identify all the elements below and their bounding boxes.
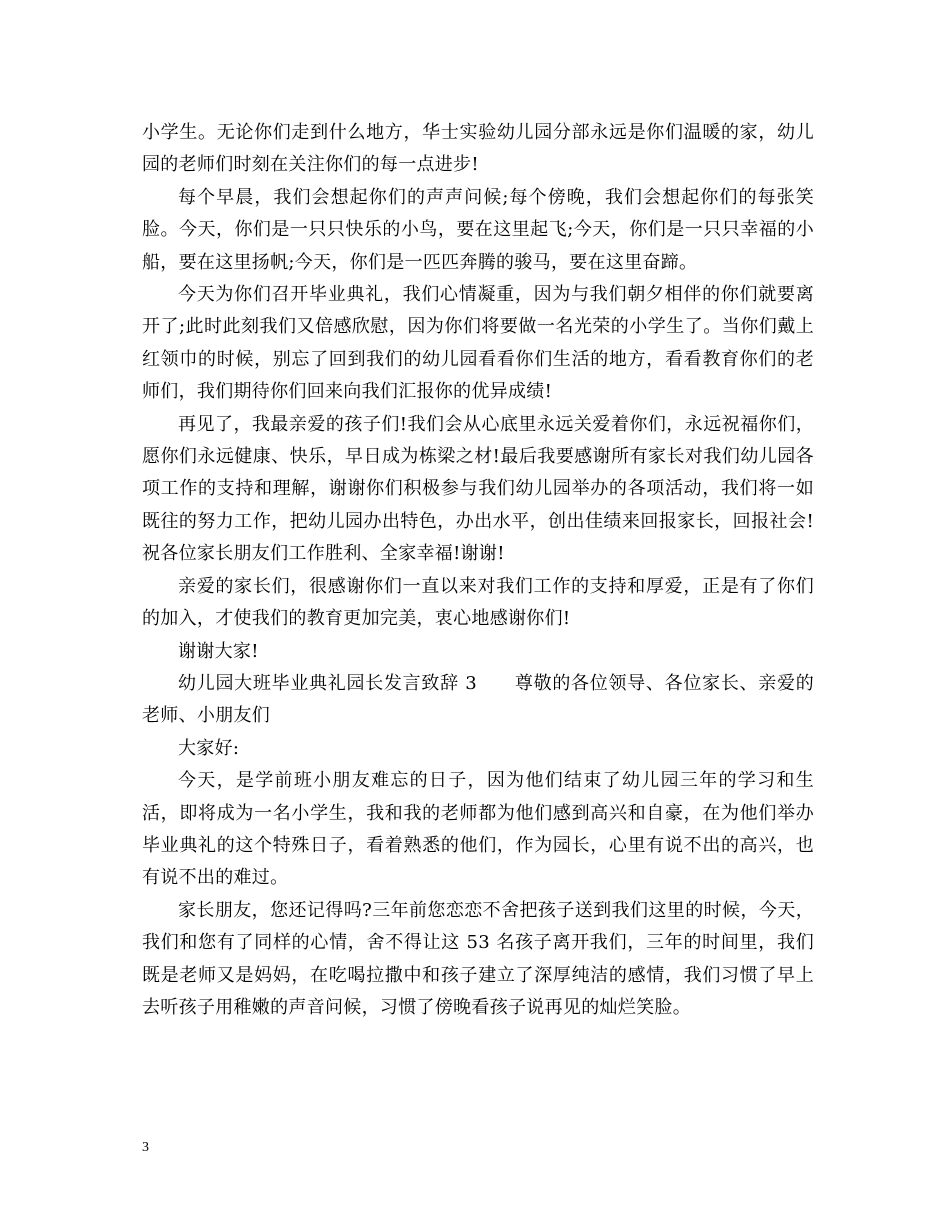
paragraph-8: 大家好:: [178, 737, 240, 759]
paragraph-10: 家长朋友，您还记得吗?三年前您恋恋不舍把孩子送到我们这里的时候，今天，我们和您有了同样的心情，舍不得让这 53 名孩子离开我们，三年的时间里，我们既是老师又是妈妈，在吃喝拉撒中和孩子建立了深厚纯洁的感情，我们习惯了早上去听孩子用稚嫩的声音问候，习惯了傍晚看孩子说再见的灿烂笑脸。: [142, 899, 814, 1018]
document-body: [142, 117, 814, 1024]
paragraph-4: 再见了，我最亲爱的孩子们!我们会从心底里永远关爱着你们，永远祝福你们，愿你们永远健康、快乐，早日成为栋梁之材!最后我要感谢所有家长对我们幼儿园各项工作的支持和理解，谢谢你们积极参与我们幼儿园举办的各项活动，我们将一如既往的努力工作，把幼儿园办出特色，办出水平，创出佳绩来回报家长，回报社会!祝各位家长朋友们工作胜利、全家幸福!谢谢!: [142, 413, 814, 565]
paragraph-6: 谢谢大家!: [178, 640, 259, 662]
paragraph-9: 今天，是学前班小朋友难忘的日子，因为他们结束了幼儿园三年的学习和生活，即将成为一名小学生，我和我的老师都为他们感到高兴和自豪，在为他们举办毕业典礼的这个特殊日子，看着熟悉的他们，作为园长，心里有说不出的高兴，也有说不出的难过。: [142, 770, 814, 889]
paragraph-7: 幼儿园大班毕业典礼园长发言致辞 3 尊敬的各位领导、各位家长、亲爱的老师、小朋友们: [142, 672, 814, 727]
paragraph-3: 今天为你们召开毕业典礼，我们心情凝重，因为与我们朝夕相伴的你们就要离开了;此时此刻我们又倍感欣慰，因为你们将要做一名光荣的小学生了。当你们戴上红领巾的时候，别忘了回到我们的幼儿园看看你们生活的地方，看看教育你们的老师们，我们期待你们回来向我们汇报你的优异成绩!: [142, 284, 814, 403]
paragraph-2: 每个早晨，我们会想起你们的声声问候;每个傍晚，我们会想起你们的每张笑脸。今天，你们是一只只快乐的小鸟，要在这里起飞;今天，你们是一只只幸福的小船，要在这里扬帆;今天，你们是一匹匹奔腾的骏马，要在这里奋蹄。: [142, 186, 814, 273]
page-number: 3: [142, 1140, 149, 1155]
paragraph-1: 小学生。无论你们走到什么地方，华士实验幼儿园分部永远是你们温暖的家，幼儿园的老师们时刻在关注你们的每一点进步!: [142, 122, 814, 176]
paragraph-5: 亲爱的家长们，很感谢你们一直以来对我们工作的支持和厚爱，正是有了你们的加入，才使我们的教育更加完美，衷心地感谢你们!: [142, 575, 814, 630]
